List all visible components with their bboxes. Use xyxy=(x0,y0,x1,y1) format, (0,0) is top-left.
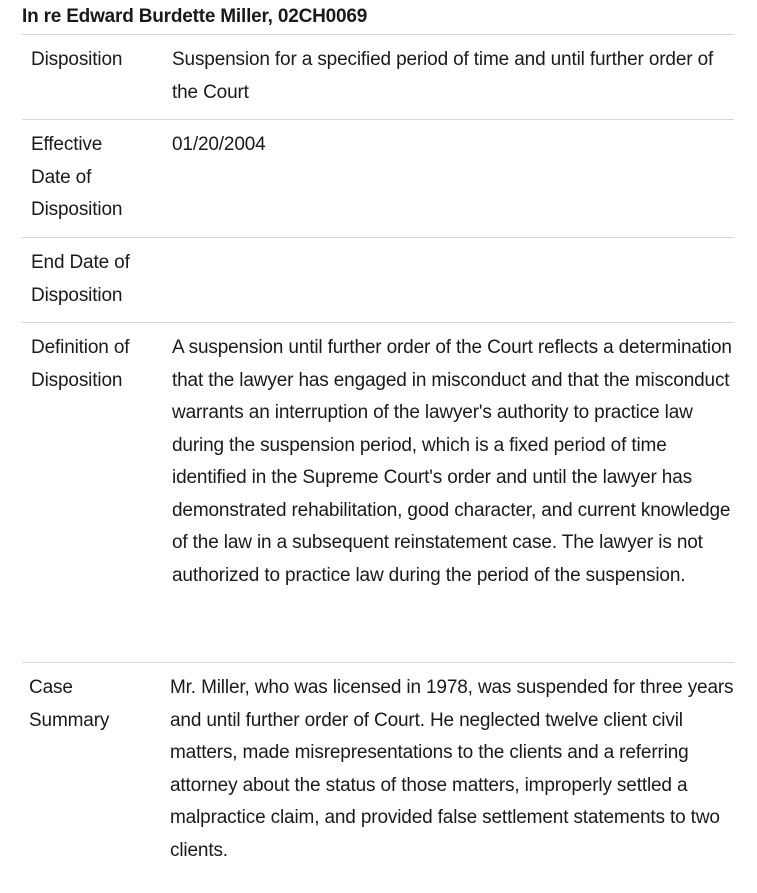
case-summary-value: Mr. Miller, who was licensed in 1978, was suspended for three years and until further order of Court. He neglected twelve client civil matters, made misrepresentations to the clients and a referring attorney about the status of those matters, improperly settled a malpractice claim, and provided false settlement statements to two clients. xyxy=(170,677,734,861)
row-divider xyxy=(22,237,734,238)
definition-label: Definition of Disposition xyxy=(31,337,130,391)
row-divider xyxy=(22,119,734,120)
effective-date-label: Effective Date of Disposition xyxy=(31,134,123,220)
effective-date-value: 01/20/2004 xyxy=(172,134,266,155)
row-divider xyxy=(22,662,734,663)
row-divider xyxy=(22,34,734,35)
case-title: In re Edward Burdette Miller, 02CH0069 xyxy=(22,6,368,27)
case-summary-label: Case Summary xyxy=(29,677,110,731)
disposition-value: Suspension for a specified period of time and until further order of the Court xyxy=(172,49,714,103)
end-date-label: End Date of Disposition xyxy=(31,252,130,306)
definition-value: A suspension until further order of the Court reflects a determination that the lawyer has engaged in misconduct and that the misconduct warrants an interruption of the lawyer's authority to practice law during the suspension period, which is a fixed period of time identified in the Supreme Court's order and until the lawyer has demonstrated rehabilitation, good character, and current knowledge of the law in a subsequent reinstatement case. The lawyer is not authorized to practice law during the period of the suspension. xyxy=(172,337,732,586)
disposition-label: Disposition xyxy=(31,49,123,70)
row-divider xyxy=(22,322,734,323)
